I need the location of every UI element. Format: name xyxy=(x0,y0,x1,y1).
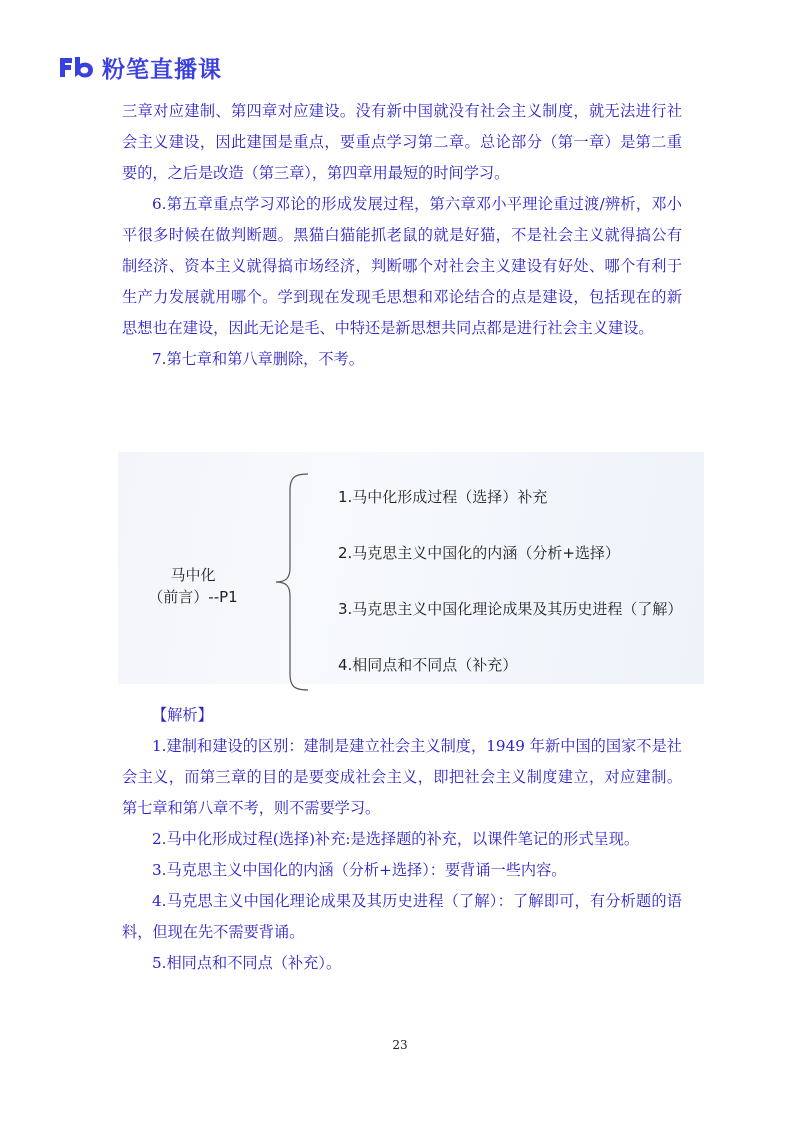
mindmap-item: 4.相同点和不同点（补充） xyxy=(338,656,518,674)
analysis-item: 1.建制和建设的区别：建制是建立社会主义制度，1949 年新中国的国家不是社会主义，而第三章的目的是要变成社会主义，即把社会主义制度建立，对应建制。第七章和第八章不考，则不需要学习。 xyxy=(122,737,682,817)
brand-name: 粉笔直播课 xyxy=(102,56,222,83)
mindmap-root-title: 马中化 xyxy=(170,566,216,584)
mindmap-image xyxy=(118,452,704,684)
mindmap-item: 2.马克思主义中国化的内涵（分析+选择） xyxy=(338,544,620,562)
analysis-item: 5.相同点和不同点（补充）。 xyxy=(152,954,342,972)
body-content xyxy=(122,96,682,375)
mindmap-root xyxy=(128,564,258,608)
body-paragraph: 7.第七章和第八章删除，不考。 xyxy=(152,350,364,368)
body-paragraph: 6.第五章重点学习邓论的形成发展过程，第六章邓小平理论重过渡/辨析，邓小平很多时候在做判断题。黑猫白猫能抓老鼠的就是好猫，不是社会主义就得搞公有制经济、资本主义就得搞市场经济，判断哪个对社会主义建设有好处、哪个有利于生产力发展就用哪个。学到现在发现毛思想和邓论结合的点是建设，包括现在的新思想也在建设，因此无论是毛、中特还是新思想共同点都是进行社会主义建设。 xyxy=(122,195,682,337)
analysis-item: 4.马克思主义中国化理论成果及其历史进程（了解）：了解即可，有分析题的语料，但现在先不需要背诵。 xyxy=(122,892,682,941)
fb-logo-icon xyxy=(58,55,96,79)
page-number: 23 xyxy=(392,1038,408,1052)
mindmap-item: 3.马克思主义中国化理论成果及其历史进程（了解） xyxy=(338,600,683,618)
mindmap-item: 1.马中化形成过程（选择）补充 xyxy=(338,488,548,506)
analysis-item: 3.马克思主义中国化的内涵（分析+选择）：要背诵一些内容。 xyxy=(152,861,567,879)
analysis-item: 2.马中化形成过程(选择)补充:是选择题的补充，以课件笔记的形式呈现。 xyxy=(152,830,640,848)
analysis-label: 【解析】 xyxy=(152,706,213,724)
mindmap-brace xyxy=(272,472,312,692)
page-header xyxy=(58,52,222,82)
mindmap-root-subtitle: （前言）--P1 xyxy=(148,588,238,606)
body-paragraph: 三章对应建制、第四章对应建设。没有新中国就没有社会主义制度，就无法进行社会主义建设，因此建国是重点，要重点学习第二章。总论部分（第一章）是第二重要的，之后是改造（第三章），第四章用最短的时间学习。 xyxy=(122,102,682,182)
analysis-section xyxy=(122,700,682,979)
